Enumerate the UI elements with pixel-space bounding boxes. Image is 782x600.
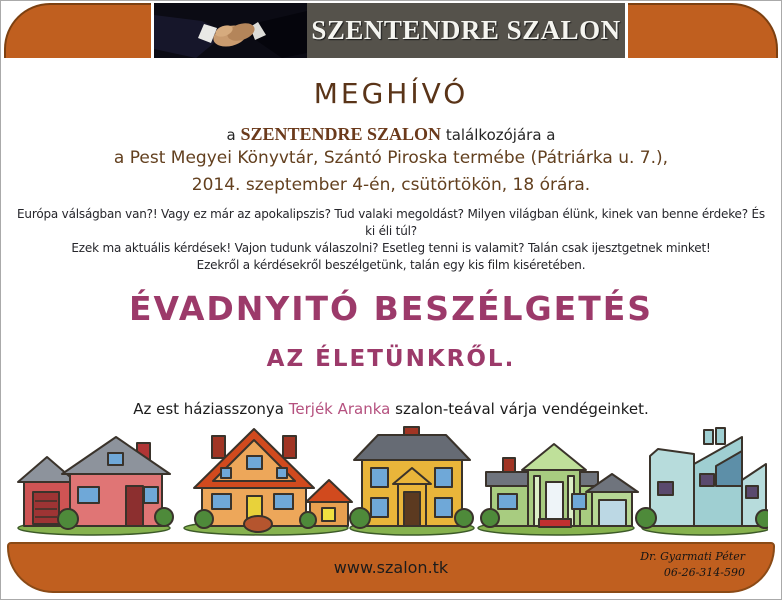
host-line <box>1 400 781 418</box>
contact-name: Dr. Gyarmati Péter <box>640 550 745 563</box>
house-3 <box>350 427 474 535</box>
venue-line: a Pest Megyei Könyvtár, Szántó Piroska termébe (Pátriárka u. 7.), <box>113 148 669 168</box>
invite-title: MEGHÍVÓ <box>313 77 469 110</box>
house-2 <box>184 429 352 535</box>
header-banner <box>4 3 778 58</box>
question-line-2: Ezek ma aktuális kérdések! Vajon tudunk válaszolni? Esetleg tenni is valamit? Talán csak ijesztgetnek minket! <box>71 240 711 255</box>
sub-heading: AZ ÉLETÜNKRŐL. <box>266 346 516 372</box>
handshake-icon <box>154 3 307 58</box>
contact-block <box>640 549 745 581</box>
host-suffix: szalon-teával várja vendégeinket. <box>390 400 649 418</box>
header-orange-right-block <box>628 3 778 58</box>
intro-brand: SZENTENDRE SZALON <box>240 124 442 144</box>
handshake-photo <box>154 3 307 58</box>
brand-title: SZENTENDRE SZALON <box>311 15 621 45</box>
brand-banner <box>307 3 625 58</box>
intro-prefix: a <box>226 126 241 144</box>
questions-paragraph <box>17 205 766 273</box>
question-line-3: Ezekről a kérdésekről beszélgetünk, talán egy kis film kiséretében. <box>196 257 586 272</box>
host-name: Terjék Aranka <box>288 400 391 418</box>
house-4 <box>478 444 638 535</box>
date-line: 2014. szeptember 4-én, csütörtökön, 18 órára. <box>191 175 591 195</box>
intro-line <box>1 124 781 145</box>
header-orange-left-block <box>4 3 151 58</box>
contact-phone: 06-26-314-590 <box>663 566 745 579</box>
website-text: www.szalon.tk <box>333 558 449 577</box>
question-line-1: Európa válságban van?! Vagy ez már az apokalipszis? Tud valaki megoldást? Milyen világban élünk, kinek van benne érdeke? És ki éli túl? <box>17 206 765 238</box>
houses-illustration <box>16 424 768 538</box>
footer-bar <box>7 542 775 593</box>
host-prefix: Az est háziasszonya <box>133 400 289 418</box>
house-5 <box>636 428 768 535</box>
house-1 <box>18 437 173 535</box>
main-heading: ÉVADNYITÓ BESZÉLGETÉS <box>128 289 654 328</box>
intro-suffix: találkozójára a <box>441 126 556 144</box>
